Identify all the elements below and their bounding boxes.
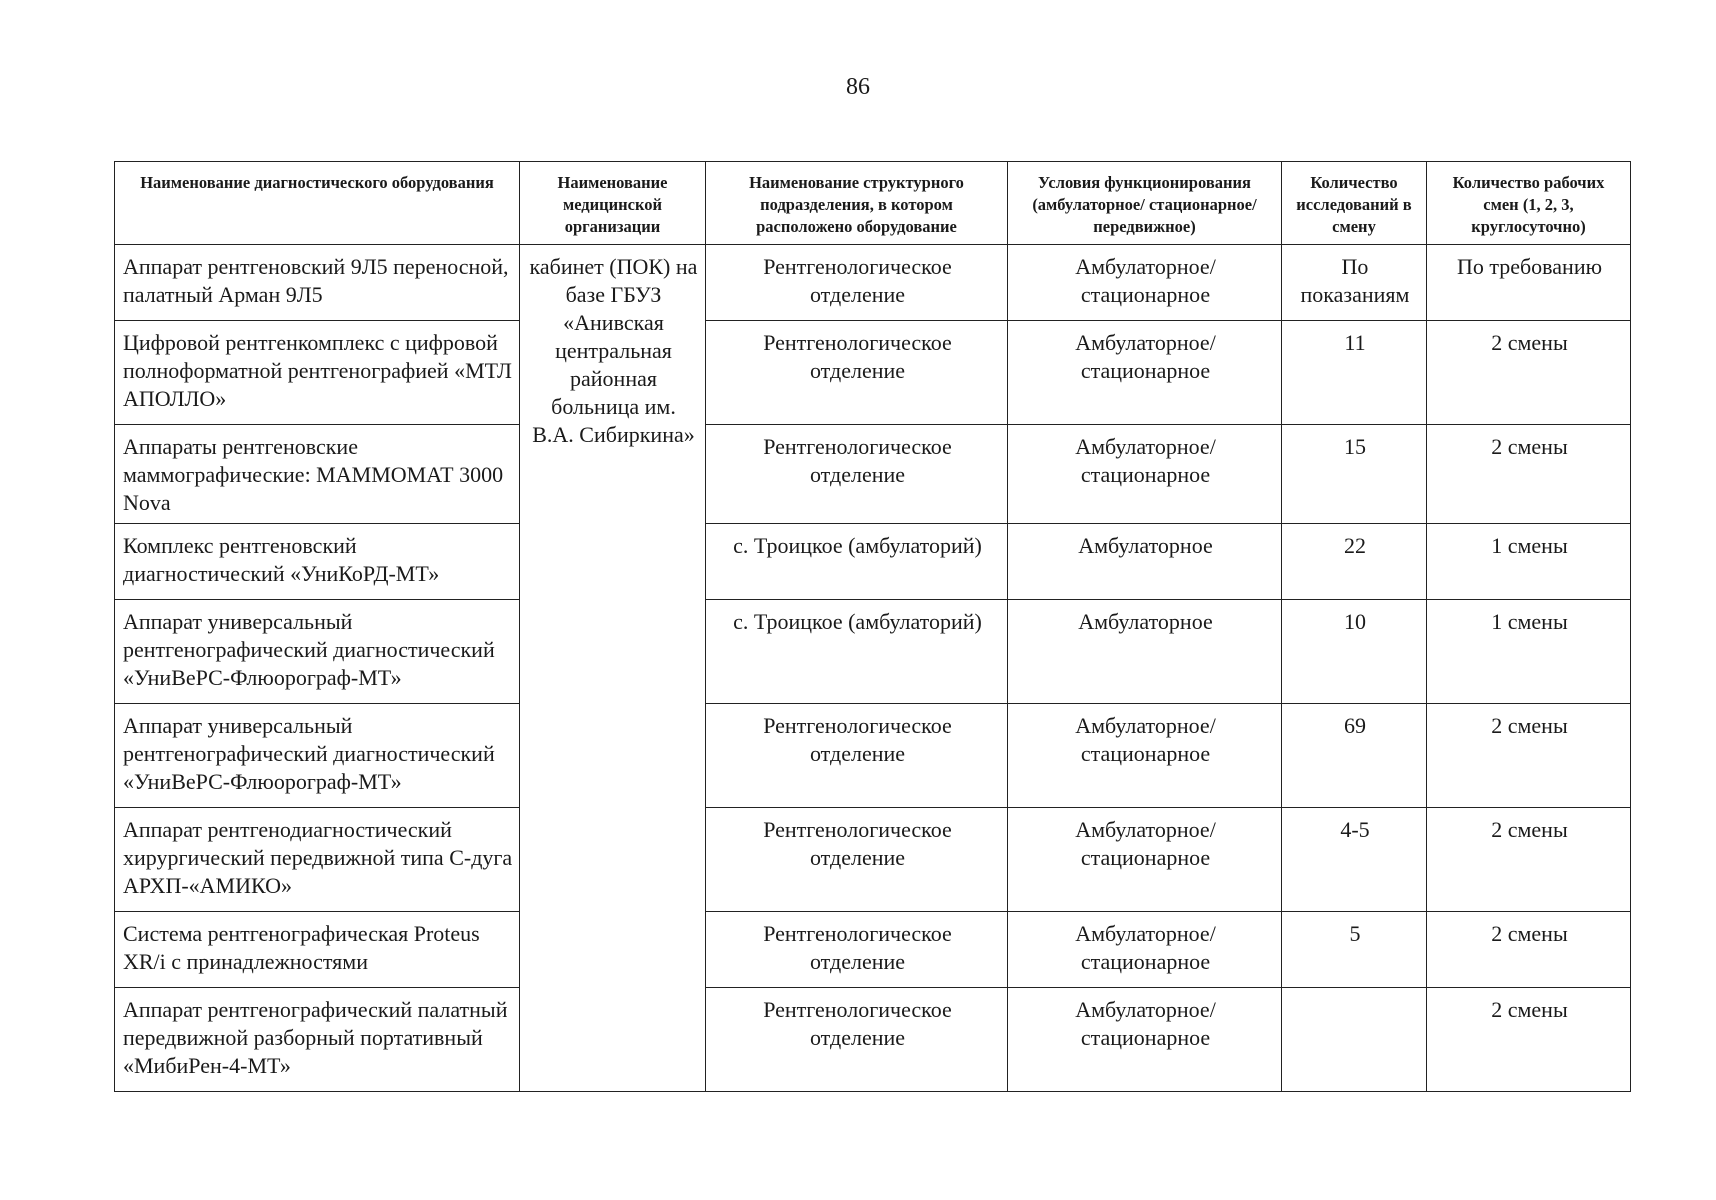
cell-equipment: Система рентгенографическая Proteus XR/i с принадлежностями [115,912,520,988]
cell-shifts: По требованию [1427,245,1631,321]
table-row [115,704,1631,808]
cell-conditions: Амбулаторное/ стационарное [1008,425,1282,524]
cell-shifts: 2 смены [1427,321,1631,425]
cell-equipment: Цифровой рентгенкомплекс с цифровой полноформатной рентгенографией «МТЛ АПОЛЛО» [115,321,520,425]
header-department: Наименование структурного подразделения, в котором расположено оборудование [706,162,1008,245]
cell-conditions: Амбулаторное/ стационарное [1008,912,1282,988]
cell-equipment: Аппараты рентгеновские маммографические: МАММОМАТ 3000 Nova [115,425,520,524]
cell-studies: 22 [1282,524,1427,600]
table-row [115,912,1631,988]
table-row [115,425,1631,524]
header-conditions: Условия функционирования (амбулаторное/ стационарное/передвижное) [1008,162,1282,245]
table-row [115,988,1631,1092]
cell-conditions: Амбулаторное/ стационарное [1008,321,1282,425]
cell-shifts: 2 смены [1427,425,1631,524]
page-number: 86 [846,74,870,100]
cell-conditions: Амбулаторное [1008,600,1282,704]
cell-shifts: 2 смены [1427,988,1631,1092]
cell-department: Рентгенологическое отделение [706,912,1008,988]
header-equipment: Наименование диагностического оборудования [115,162,520,245]
cell-equipment: Аппарат рентгеновский 9Л5 переносной, палатный Арман 9Л5 [115,245,520,321]
cell-equipment: Аппарат рентгенодиагностический хирургический передвижной типа С-дуга АРХП-«АМИКО» [115,808,520,912]
cell-organization: кабинет (ПОК) на базе ГБУЗ «Анивская центральная районная больница им. В.А. Сибиркина» [520,245,706,1092]
cell-shifts: 2 смены [1427,912,1631,988]
cell-studies [1282,988,1427,1092]
cell-department: Рентгенологическое отделение [706,808,1008,912]
table-header-row [115,162,1631,245]
cell-conditions: Амбулаторное/ стационарное [1008,988,1282,1092]
cell-conditions: Амбулаторное [1008,524,1282,600]
cell-equipment: Аппарат универсальный рентгенографический диагностический «УниВеРС-Флюорограф-МТ» [115,600,520,704]
table-row [115,245,1631,321]
equipment-table [114,161,1631,1092]
table-row [115,321,1631,425]
cell-shifts: 2 смены [1427,704,1631,808]
cell-department: Рентгенологическое отделение [706,321,1008,425]
cell-shifts: 1 смены [1427,600,1631,704]
cell-department: Рентгенологическое отделение [706,704,1008,808]
cell-shifts: 1 смены [1427,524,1631,600]
cell-department: с. Троицкое (амбулаторий) [706,600,1008,704]
cell-studies: По показаниям [1282,245,1427,321]
header-shifts: Количество рабочих смен (1, 2, 3, круглосуточно) [1427,162,1631,245]
cell-department: Рентгенологическое отделение [706,245,1008,321]
cell-conditions: Амбулаторное/ стационарное [1008,808,1282,912]
cell-conditions: Амбулаторное/ стационарное [1008,704,1282,808]
cell-studies: 11 [1282,321,1427,425]
table-row [115,600,1631,704]
cell-department: с. Троицкое (амбулаторий) [706,524,1008,600]
table-row [115,524,1631,600]
cell-shifts: 2 смены [1427,808,1631,912]
cell-studies: 4-5 [1282,808,1427,912]
cell-equipment: Аппарат рентгенографический палатный передвижной разборный портативный «МибиРен-4-МТ» [115,988,520,1092]
cell-department: Рентгенологическое отделение [706,425,1008,524]
cell-studies: 10 [1282,600,1427,704]
cell-studies: 15 [1282,425,1427,524]
header-organization: Наименование медицинской организации [520,162,706,245]
cell-studies: 5 [1282,912,1427,988]
cell-equipment: Аппарат универсальный рентгенографический диагностический «УниВеРС-Флюорограф-МТ» [115,704,520,808]
header-studies: Количество исследований в смену [1282,162,1427,245]
cell-equipment: Комплекс рентгеновский диагностический «УниКоРД-МТ» [115,524,520,600]
table-row [115,808,1631,912]
cell-studies: 69 [1282,704,1427,808]
cell-conditions: Амбулаторное/ стационарное [1008,245,1282,321]
cell-department: Рентгенологическое отделение [706,988,1008,1092]
